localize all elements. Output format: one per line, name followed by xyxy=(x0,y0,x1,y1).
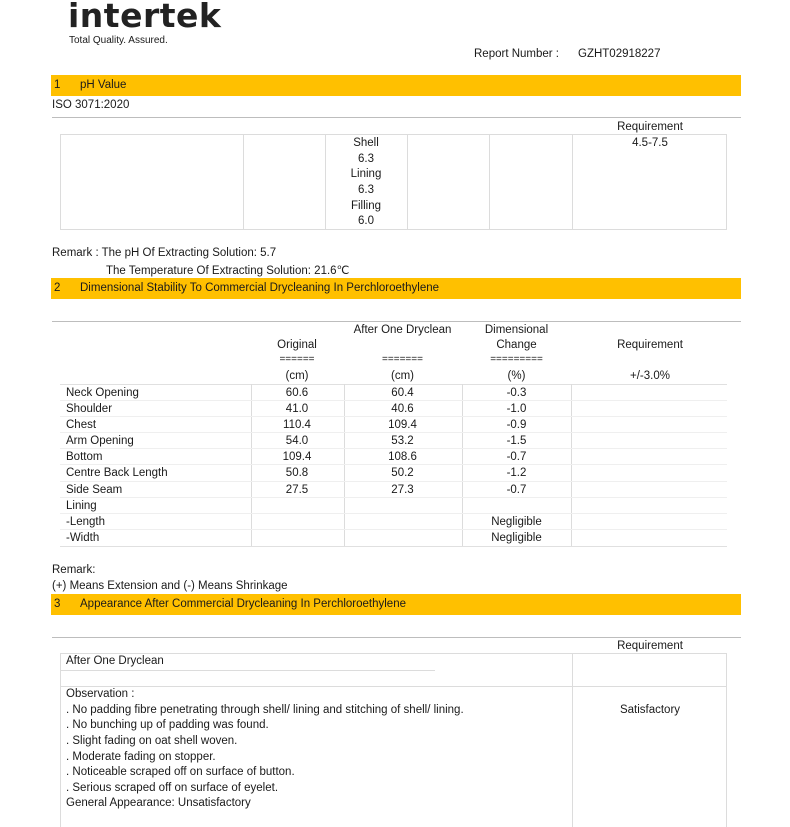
cell-original: 41.0 xyxy=(285,403,309,415)
row-label-lining: Lining xyxy=(66,500,97,512)
section3-result: Satisfactory xyxy=(619,704,681,716)
cell-after: 108.6 xyxy=(388,451,417,463)
intertek-logo: intertek xyxy=(68,0,222,35)
cell-change: -0.9 xyxy=(506,419,527,431)
cell-change: -0.3 xyxy=(506,387,527,399)
result-filling-label: Filling xyxy=(350,200,382,212)
cell-change: Negligible xyxy=(491,532,542,544)
underline-after: ======= xyxy=(382,354,423,365)
result-shell-value: 6.3 xyxy=(358,153,374,165)
observation-item: . Slight fading on oat shell woven. xyxy=(66,735,238,747)
divider xyxy=(60,384,727,385)
grid-line xyxy=(572,134,573,229)
cell-original: 109.4 xyxy=(282,451,312,463)
cell-change: -1.0 xyxy=(506,403,527,415)
divider xyxy=(60,686,727,687)
row-label-centre-back-length: Centre Back Length xyxy=(66,467,168,479)
divider xyxy=(60,546,727,547)
tagline: Total Quality. Assured. xyxy=(69,35,168,46)
cell-after: 53.2 xyxy=(391,435,414,447)
section1-bar xyxy=(51,75,741,96)
observation-item: . Moderate fading on stopper. xyxy=(66,751,216,763)
row-label-width: -Width xyxy=(66,532,100,544)
result-lining-label: Lining xyxy=(350,168,382,180)
cell-after: 60.4 xyxy=(391,387,414,399)
observation-item: . Noticeable scraped off on surface of button. xyxy=(66,766,295,778)
result-filling-value: 6.0 xyxy=(358,215,374,227)
section1-title: pH Value xyxy=(80,79,127,91)
divider xyxy=(52,321,741,322)
section3-bar xyxy=(51,594,741,615)
result-lining-value: 6.3 xyxy=(358,184,374,196)
cell-change: -1.5 xyxy=(506,435,527,447)
grid-line xyxy=(243,134,244,229)
col-original-header: Original xyxy=(277,339,317,351)
section1-requirement-label: Requirement xyxy=(617,121,683,133)
section2-remark-label: Remark: xyxy=(52,564,96,576)
cell-after: 109.4 xyxy=(388,419,417,431)
row-divider xyxy=(60,400,727,401)
unit-original: (cm) xyxy=(285,370,309,382)
section1-remark-temp: The Temperature Of Extracting Solution: 21.6℃ xyxy=(106,265,350,277)
grid-line xyxy=(571,384,572,546)
cell-change: -0.7 xyxy=(506,484,527,496)
row-label-bottom: Bottom xyxy=(66,451,103,463)
divider xyxy=(52,637,741,638)
row-divider xyxy=(60,481,727,482)
col-after-header: After One Dryclean xyxy=(353,324,452,336)
col-change-header-1: Dimensional xyxy=(484,324,549,336)
observation-label: Observation : xyxy=(66,688,135,700)
unit-change: (%) xyxy=(507,370,526,382)
row-label-side-seam: Side Seam xyxy=(66,484,123,496)
cell-original: 54.0 xyxy=(285,435,309,447)
underline-original: ====== xyxy=(279,354,315,365)
section1-number: 1 xyxy=(54,79,61,91)
divider xyxy=(52,117,741,118)
cell-change: -0.7 xyxy=(506,451,527,463)
row-divider xyxy=(60,448,727,449)
row-label-length: -Length xyxy=(66,516,106,528)
observation-item: . Serious scraped off on surface of eyelet. xyxy=(66,782,279,794)
report-number: GZHT02918227 xyxy=(578,48,661,60)
row-label-neck-opening: Neck Opening xyxy=(66,387,139,399)
cell-after: 40.6 xyxy=(391,403,414,415)
divider xyxy=(60,670,435,671)
row-divider xyxy=(60,513,727,514)
section1-standard: ISO 3071:2020 xyxy=(52,99,130,111)
general-appearance: General Appearance: Unsatisfactory xyxy=(66,797,251,809)
grid-line xyxy=(572,653,573,827)
section1-remark: Remark : The pH Of Extracting Solution: 5.7 xyxy=(52,247,277,259)
cell-change: Negligible xyxy=(491,516,542,528)
col-change-header-2: Change xyxy=(496,339,537,351)
cell-original: 27.5 xyxy=(285,484,309,496)
section3-title: Appearance After Commercial Drycleaning In Perchloroethylene xyxy=(80,598,406,610)
row-divider xyxy=(60,416,727,417)
section3-requirement-label: Requirement xyxy=(617,640,683,652)
cell-after: 50.2 xyxy=(391,467,414,479)
cell-original: 50.8 xyxy=(285,467,309,479)
row-label-chest: Chest xyxy=(66,419,97,431)
cell-change: -1.2 xyxy=(506,467,527,479)
row-label-shoulder: Shoulder xyxy=(66,403,113,415)
grid-line xyxy=(726,653,727,827)
observation-item: . No bunching up of padding was found. xyxy=(66,719,269,731)
grid-line xyxy=(489,134,490,229)
section1-requirement-value: 4.5-7.5 xyxy=(632,137,668,149)
observation-item: . No padding fibre penetrating through shell/ lining and stitching of shell/ lining. xyxy=(66,704,464,716)
row-divider xyxy=(60,432,727,433)
section2-bar xyxy=(51,278,741,299)
unit-after: (cm) xyxy=(391,370,414,382)
row-divider xyxy=(60,464,727,465)
grid-line xyxy=(726,134,727,229)
row-divider xyxy=(60,497,727,498)
divider xyxy=(60,134,727,135)
divider xyxy=(60,229,727,230)
requirement-value: +/-3.0% xyxy=(630,370,670,382)
grid-line xyxy=(407,134,408,229)
result-shell-label: Shell xyxy=(353,137,379,149)
section2-remark-text: (+) Means Extension and (-) Means Shrinkage xyxy=(52,580,288,592)
cell-original: 60.6 xyxy=(285,387,309,399)
divider xyxy=(60,653,727,654)
underline-change: ========= xyxy=(490,354,543,365)
col-requirement-header: Requirement xyxy=(617,339,683,351)
grid-line xyxy=(60,134,61,229)
section3-subheading: After One Dryclean xyxy=(66,655,164,667)
grid-line xyxy=(60,653,61,827)
cell-original: 110.4 xyxy=(283,419,311,431)
section3-number: 3 xyxy=(54,598,61,610)
row-label-arm-opening: Arm Opening xyxy=(66,435,134,447)
cell-after: 27.3 xyxy=(391,484,414,496)
section2-title: Dimensional Stability To Commercial Drycleaning In Perchloroethylene xyxy=(80,282,440,294)
row-divider xyxy=(60,529,727,530)
report-number-label: Report Number : xyxy=(474,48,560,60)
section2-number: 2 xyxy=(54,282,61,294)
